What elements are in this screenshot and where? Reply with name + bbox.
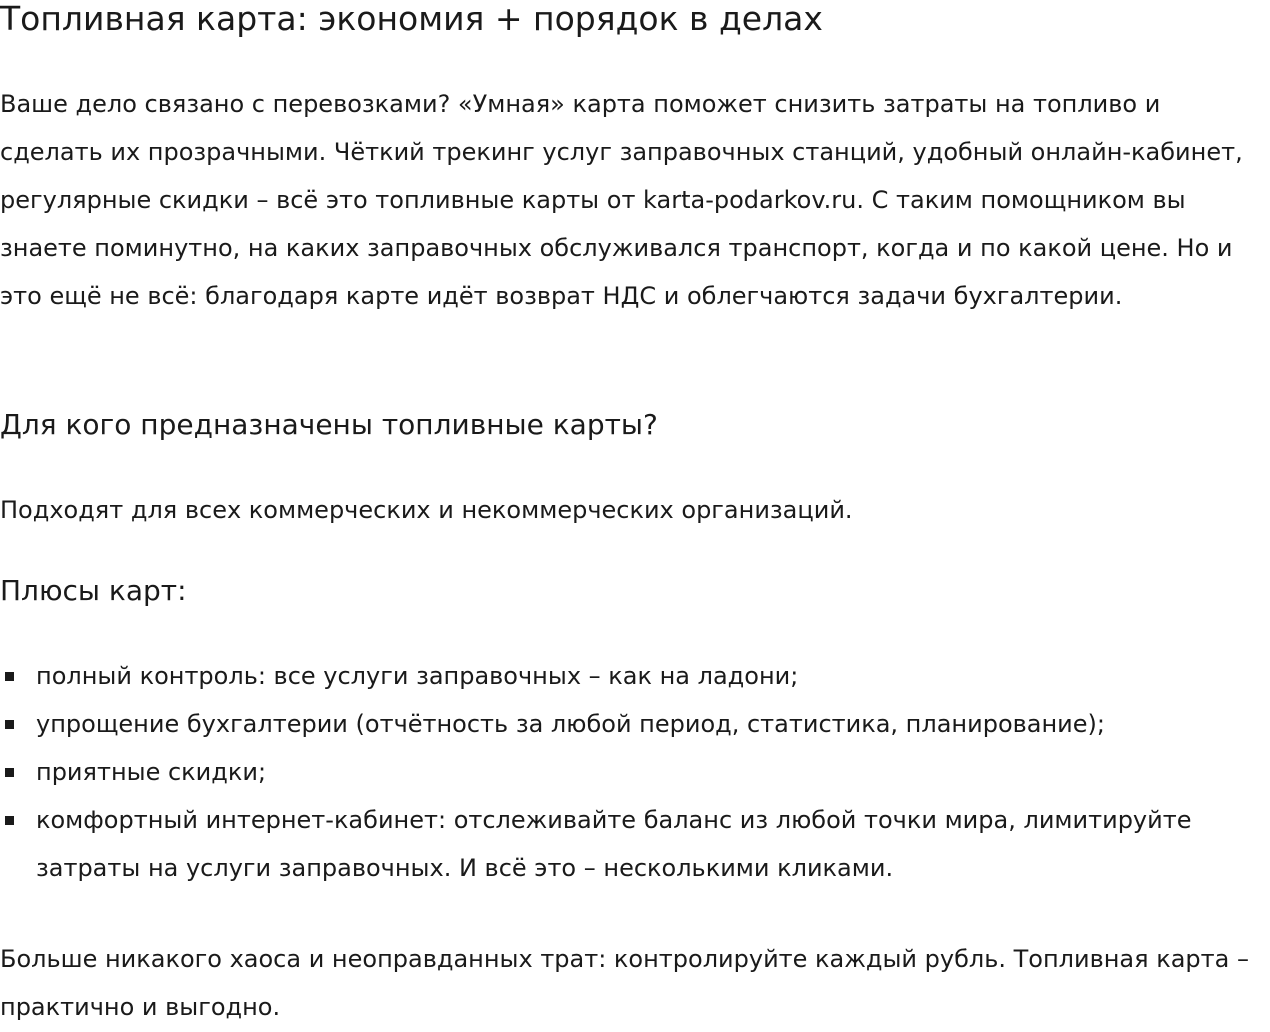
audience-paragraph: Подходят для всех коммерческих и некоммерческих организаций. [0, 496, 853, 524]
square-bullet-icon [5, 720, 14, 729]
square-bullet-icon [5, 816, 14, 825]
square-bullet-icon [5, 672, 14, 681]
list-item-text: полный контроль: все услуги заправочных – как на ладони; [36, 662, 799, 690]
list-item-text: упрощение бухгалтерии (отчётность за любой период, статистика, планирование); [36, 710, 1105, 738]
square-bullet-icon [5, 768, 14, 777]
list-item-text: комфортный интернет-кабинет: отслеживайте баланс из любой точки мира, лимитируйте затраты на услуги заправочных. И всё это – несколькими кликами. [36, 806, 1192, 882]
audience-heading: Для кого предназначены топливные карты? [0, 408, 658, 441]
list-item [0, 748, 1268, 796]
intro-paragraph: Ваше дело связано с перевозками? «Умная» карта поможет снизить затраты на топливо и сделать их прозрачными. Чёткий трекинг услуг заправочных станций, удобный онлайн-кабинет, регулярные скидки – всё это топливные карты от karta-podarkov.ru. С таким помощником вы знаете поминутно, на каких заправочных обслуживался транспорт, когда и по какой цене. Но и это ещё не всё: благодаря карте идёт возврат НДС и облегчаются задачи бухгалтерии. [0, 90, 1243, 310]
list-item [0, 652, 1268, 700]
benefits-heading: Плюсы карт: [0, 574, 187, 607]
list-item [0, 700, 1268, 748]
benefits-list [0, 652, 1268, 892]
list-item-text: приятные скидки; [36, 758, 267, 786]
list-item [0, 796, 1268, 892]
page-title: Топливная карта: экономия + порядок в делах [0, 0, 823, 38]
outro-paragraph: Больше никакого хаоса и неоправданных трат: контролируйте каждый рубль. Топливная карта – практично и выгодно. [0, 945, 1249, 1021]
